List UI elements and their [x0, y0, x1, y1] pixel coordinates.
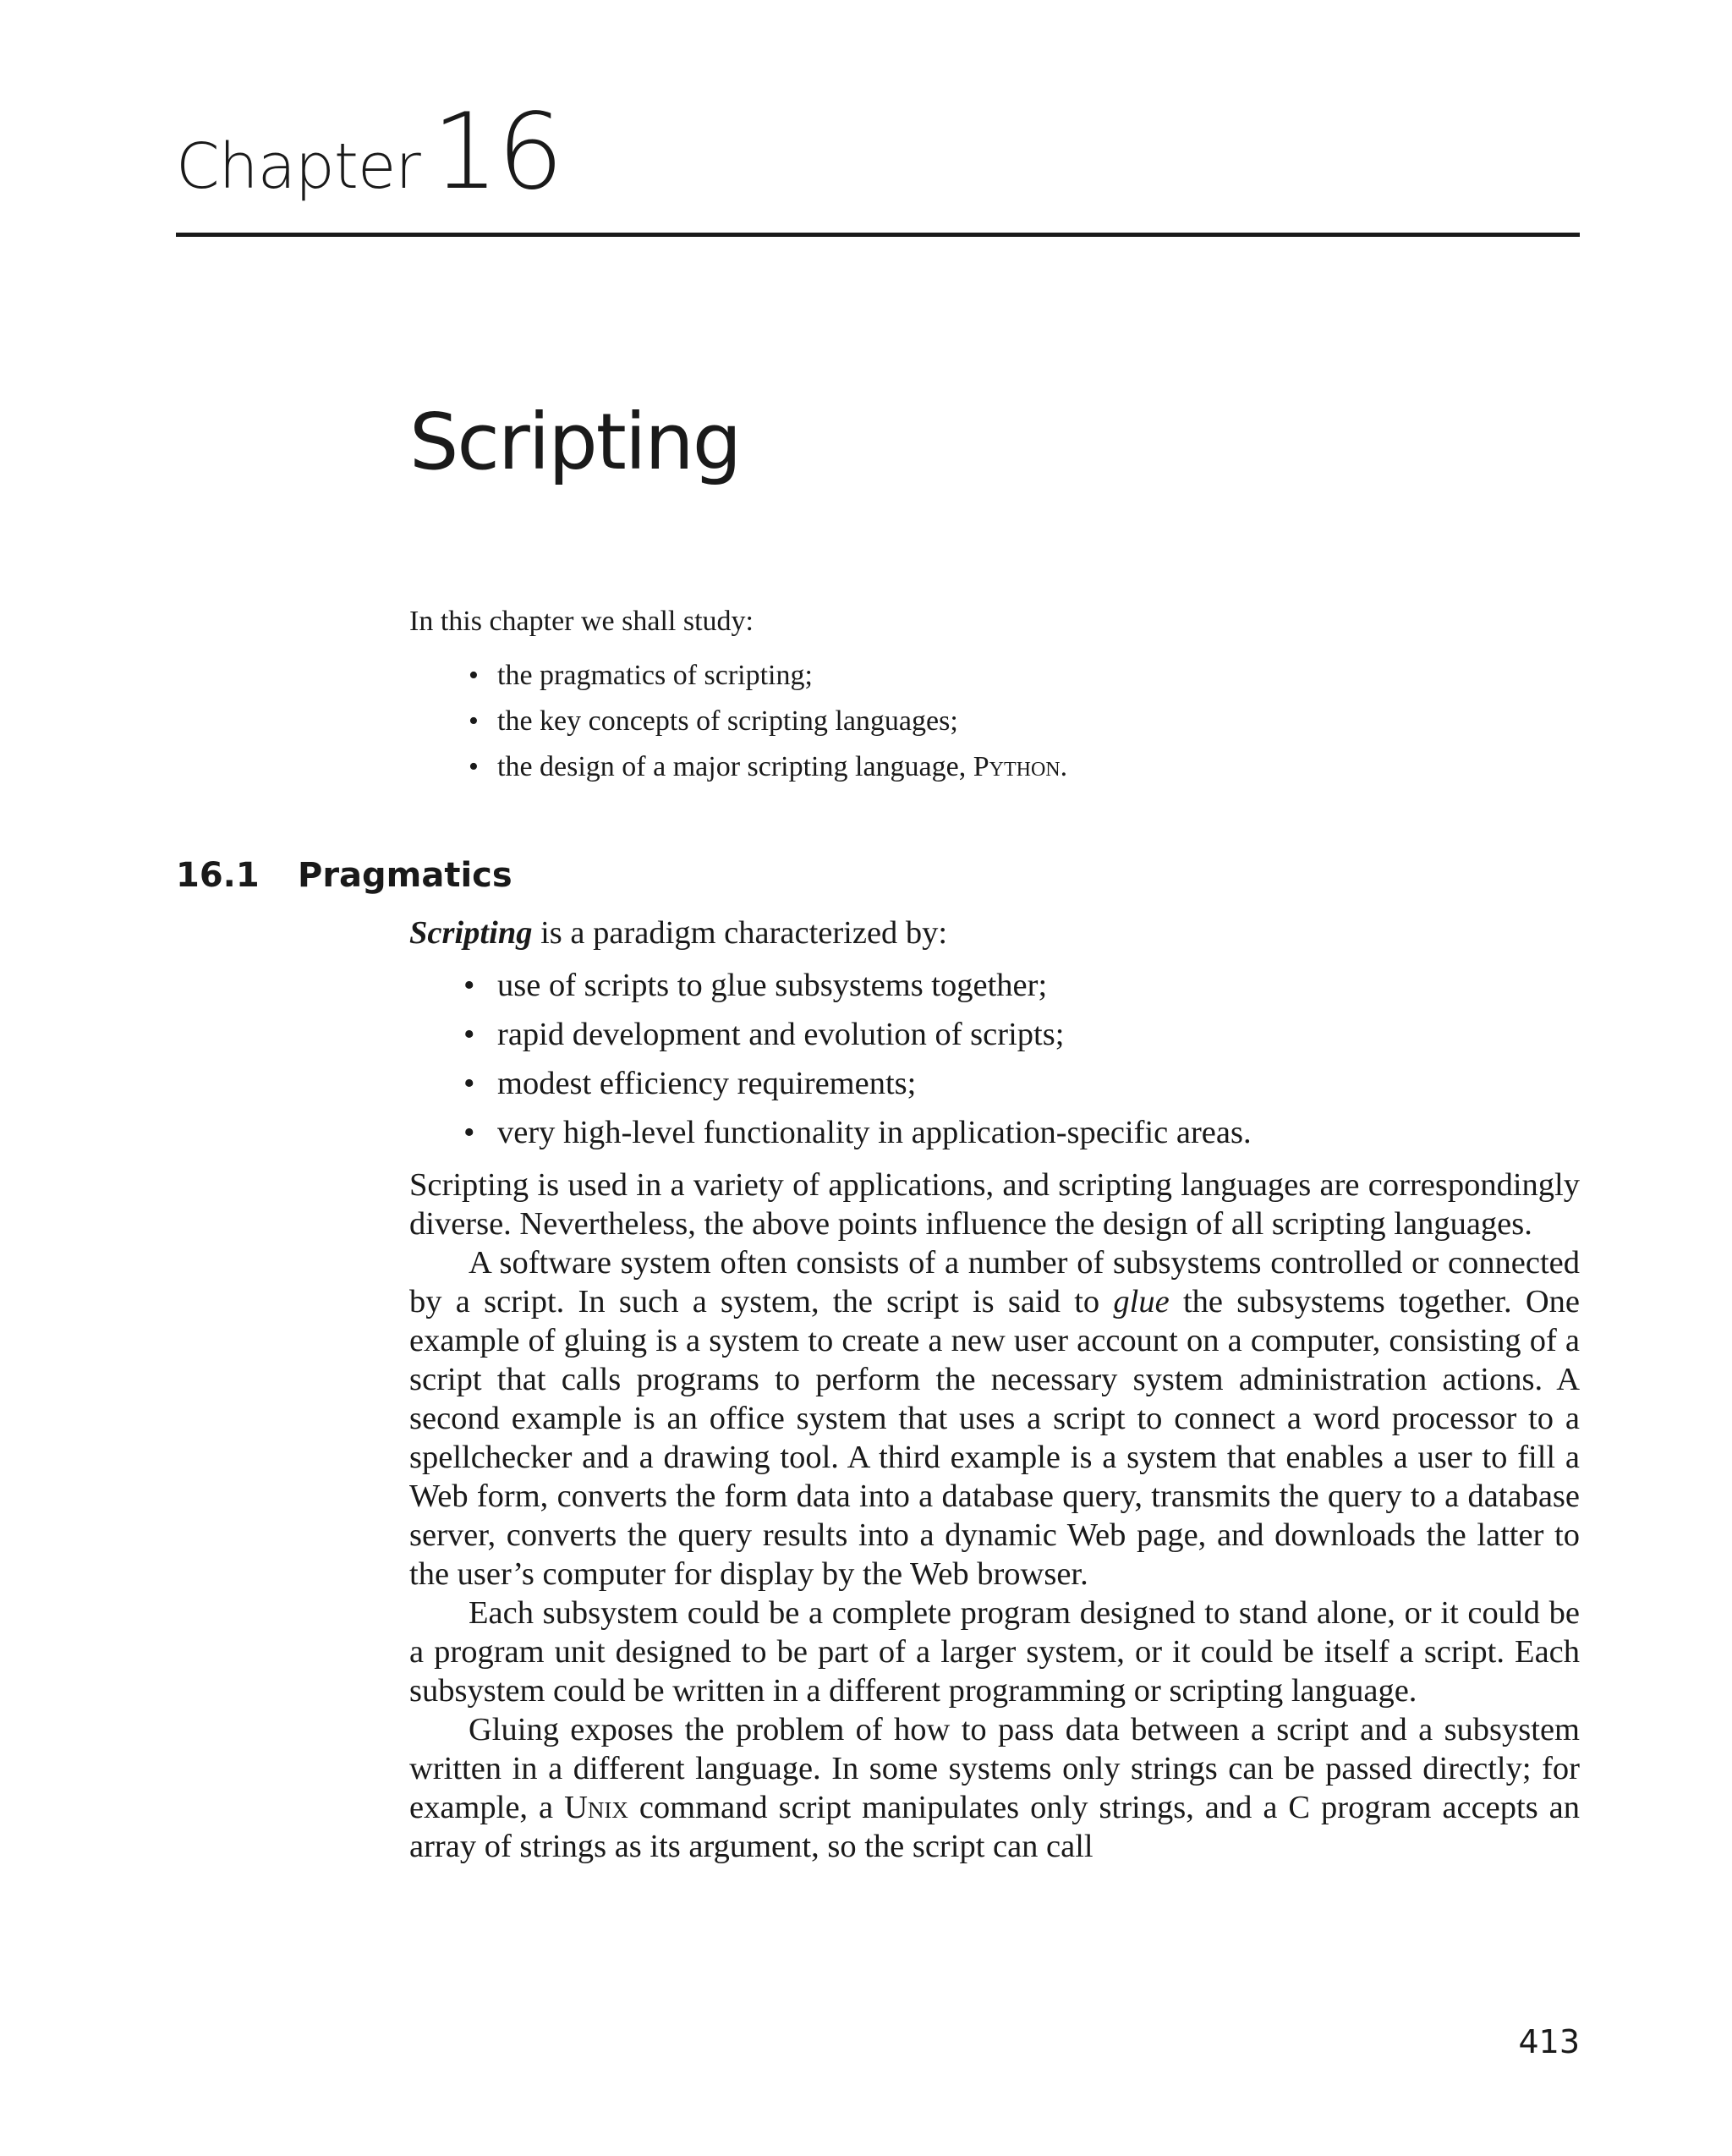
- paragraph: Scripting is used in a variety of applications, and scripting languages are correspondingly diverse. Nevertheless, the above points influence the design of all scripting languages.: [409, 1167, 1580, 1242]
- bullet-icon: •: [463, 1017, 475, 1052]
- page-number: 413: [1518, 2023, 1580, 2060]
- language-name: Python: [973, 751, 1061, 782]
- objectives-list: [409, 653, 1580, 790]
- section-number: 16.1: [176, 856, 260, 895]
- chapter-label: Chapter: [176, 130, 420, 203]
- paragraph-text: Gluing exposes the problem of how to pass data between a script and a subsystem written in a different language. In some systems only strings can be passed directly; for example, a: [409, 1712, 1580, 1825]
- emphasis-glue: glue: [1113, 1284, 1170, 1319]
- objective-item: [469, 653, 1580, 699]
- feature-item: [463, 961, 1580, 1010]
- feature-text: modest efficiency requirements;: [497, 1066, 917, 1101]
- bullet-icon: •: [469, 705, 479, 737]
- feature-item: [463, 1010, 1580, 1059]
- chapter-objectives: [409, 599, 1580, 790]
- paradigm-intro-text: is a paradigm characterized by:: [532, 915, 948, 951]
- paragraph: [409, 1243, 1580, 1594]
- paragraph-text: command script manipulates only strings, and a C program accepts an array of strings as its argument, so the script can call: [409, 1790, 1581, 1864]
- objective-item: [469, 744, 1580, 790]
- bullet-icon: •: [469, 660, 479, 691]
- chapter-number: 16: [431, 91, 562, 213]
- objective-text: the pragmatics of scripting;: [497, 660, 813, 691]
- bullet-icon: •: [463, 1115, 475, 1150]
- chapter-title: Scripting: [409, 397, 741, 487]
- chapter-rule: [176, 233, 1580, 237]
- section-body: [409, 913, 1580, 1866]
- defined-term: Scripting: [409, 915, 533, 951]
- objectives-intro: In this chapter we shall study:: [409, 606, 754, 637]
- feature-text: very high-level functionality in application-specific areas.: [497, 1115, 1252, 1150]
- section-title: Pragmatics: [298, 856, 512, 895]
- paragraph: Each subsystem could be a complete program designed to stand alone, or it could be a program unit designed to be part of a larger system, or it could be itself a script. Each subsystem could be written in a different programming or scripting language.: [409, 1595, 1580, 1709]
- paragraph-text: the subsystems together. One example of gluing is a system to create a new user account on a computer, consisting of a script that calls programs to perform the necessary system administration actions. A second example is an office system that uses a script to connect a word processor to a spellchecker and a drawing tool. A third example is a system that enables a user to fill a Web form, converts the form data into a database query, transmits the query to a database server, converts the query results into a dynamic Web page, and downloads the latter to the user’s computer for display by the Web browser.: [409, 1284, 1580, 1592]
- objective-suffix: .: [1060, 751, 1068, 782]
- section-heading: [176, 856, 512, 895]
- bullet-icon: •: [463, 968, 475, 1003]
- feature-list: [409, 961, 1580, 1157]
- objective-text: the design of a major scripting language,: [497, 751, 973, 782]
- feature-item: [463, 1108, 1580, 1157]
- bullet-icon: •: [469, 751, 479, 782]
- bullet-icon: •: [463, 1066, 475, 1101]
- paradigm-intro: [409, 913, 1580, 952]
- paragraph-text: A software system often consists of a number of subsystems controlled or connected by a script. In such a system, the script is said to: [409, 1245, 1580, 1319]
- feature-text: rapid development and evolution of scripts;: [497, 1017, 1065, 1052]
- chapter-heading: [176, 91, 1580, 227]
- feature-item: [463, 1059, 1580, 1108]
- objective-item: [469, 699, 1580, 744]
- paragraph: [409, 1710, 1580, 1866]
- feature-text: use of scripts to glue subsystems together;: [497, 968, 1048, 1003]
- system-name: Unix: [564, 1790, 628, 1825]
- objective-text: the key concepts of scripting languages;: [497, 705, 958, 737]
